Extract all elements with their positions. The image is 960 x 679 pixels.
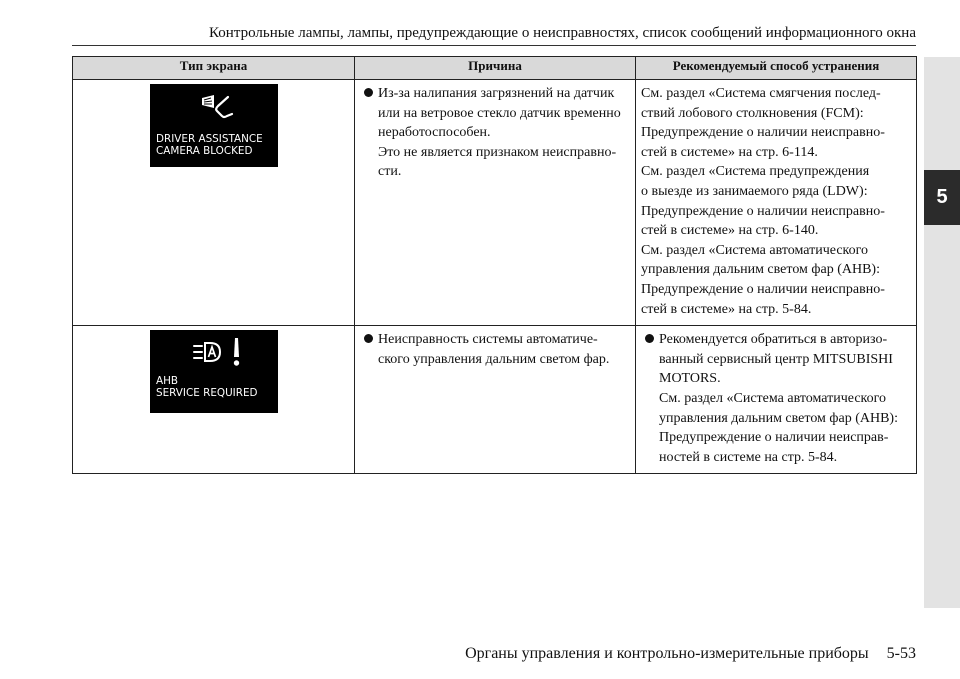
column-header-remedy: Рекомендуемый способ устранения — [636, 57, 917, 80]
bullet-icon — [364, 334, 373, 343]
remedy-line: ствий лобового столкновения (FCM): — [641, 105, 864, 121]
display-line-1: AHB — [156, 375, 179, 388]
page-footer — [372, 644, 916, 664]
remedy-bullet — [641, 330, 912, 467]
table-row — [73, 326, 917, 474]
remedy-line: См. раздел «Система автоматического — [641, 242, 869, 258]
remedy-line: стей в системе» на стр. 5-84. — [641, 301, 812, 317]
remedy-line: См. раздел «Система автоматического — [659, 390, 887, 406]
remedy-line: MOTORS. — [659, 371, 721, 387]
cause-bullet — [360, 330, 631, 369]
cause-line: Это не является признаком неисправно- — [378, 144, 617, 160]
remedy-line: управления дальним светом фар (AHB): — [659, 410, 898, 426]
table-row — [73, 80, 917, 326]
display-line-2: CAMERA BLOCKED — [156, 145, 253, 157]
remedy-line: См. раздел «Система предупреждения — [641, 164, 870, 180]
footer-title: Органы управления и контрольно-измерительные приборы — [465, 645, 869, 662]
cause-cell — [355, 80, 636, 326]
screen-cell — [73, 80, 355, 326]
camera-blocked-icon — [198, 92, 238, 122]
remedy-cell — [636, 326, 917, 474]
messages-table — [72, 56, 917, 474]
remedy-line: управления дальним светом фар (AHB): — [641, 262, 880, 278]
cause-line: ского управления дальним светом фар. — [378, 351, 610, 367]
chapter-number: 5 — [936, 186, 948, 208]
bullet-icon — [364, 88, 373, 97]
cause-cell — [355, 326, 636, 474]
remedy-line: См. раздел «Система смягчения послед- — [641, 86, 881, 101]
remedy-line: стей в системе» на стр. 6-114. — [641, 144, 818, 160]
display-line-2: SERVICE REQUIRED — [156, 387, 258, 400]
display-line-1: DRIVER ASSISTANCE — [156, 133, 263, 145]
column-header-screen-type: Тип экрана — [73, 57, 355, 80]
chapter-tab[interactable] — [924, 170, 960, 225]
table-header-row — [73, 57, 917, 80]
remedy-line: Предупреждение о наличии неисправ- — [659, 430, 889, 446]
remedy-line: ностей в системе на стр. 5-84. — [659, 449, 838, 465]
remedy-line: ванный сервисный центр MITSUBISHI — [659, 351, 893, 367]
ahb-warning-icon — [190, 335, 254, 369]
display-ahb-service — [150, 330, 278, 413]
cause-line: сти. — [378, 164, 402, 180]
remedy-cell — [636, 80, 917, 326]
screen-cell — [73, 326, 355, 474]
remedy-line: о выезде из занимаемого ряда (LDW): — [641, 183, 868, 199]
page-header: Контрольные лампы, лампы, предупреждающие о неисправностях, список сообщений информационного окна — [209, 25, 916, 41]
remedy-line: Предупреждение о наличии неисправно- — [641, 203, 885, 219]
remedy-line: Рекомендуется обратиться в авторизо- — [659, 332, 888, 348]
remedy-line: Предупреждение о наличии неисправно- — [641, 281, 885, 297]
bullet-icon — [645, 334, 654, 343]
cause-line: Из-за налипания загрязнений на датчик — [378, 86, 615, 101]
cause-line: Неисправность системы автоматиче- — [378, 332, 598, 348]
page-number: 5-53 — [886, 645, 916, 662]
cause-bullet — [360, 84, 631, 182]
cause-line: неработоспособен. — [378, 125, 491, 141]
column-header-cause: Причина — [355, 57, 636, 80]
header-divider — [72, 45, 916, 46]
remedy-line: Предупреждение о наличии неисправно- — [641, 125, 885, 141]
side-strip — [924, 57, 960, 608]
display-camera-blocked — [150, 84, 278, 167]
remedy-line: стей в системе» на стр. 6-140. — [641, 223, 819, 239]
cause-line: или на ветровое стекло датчик временно — [378, 105, 621, 121]
